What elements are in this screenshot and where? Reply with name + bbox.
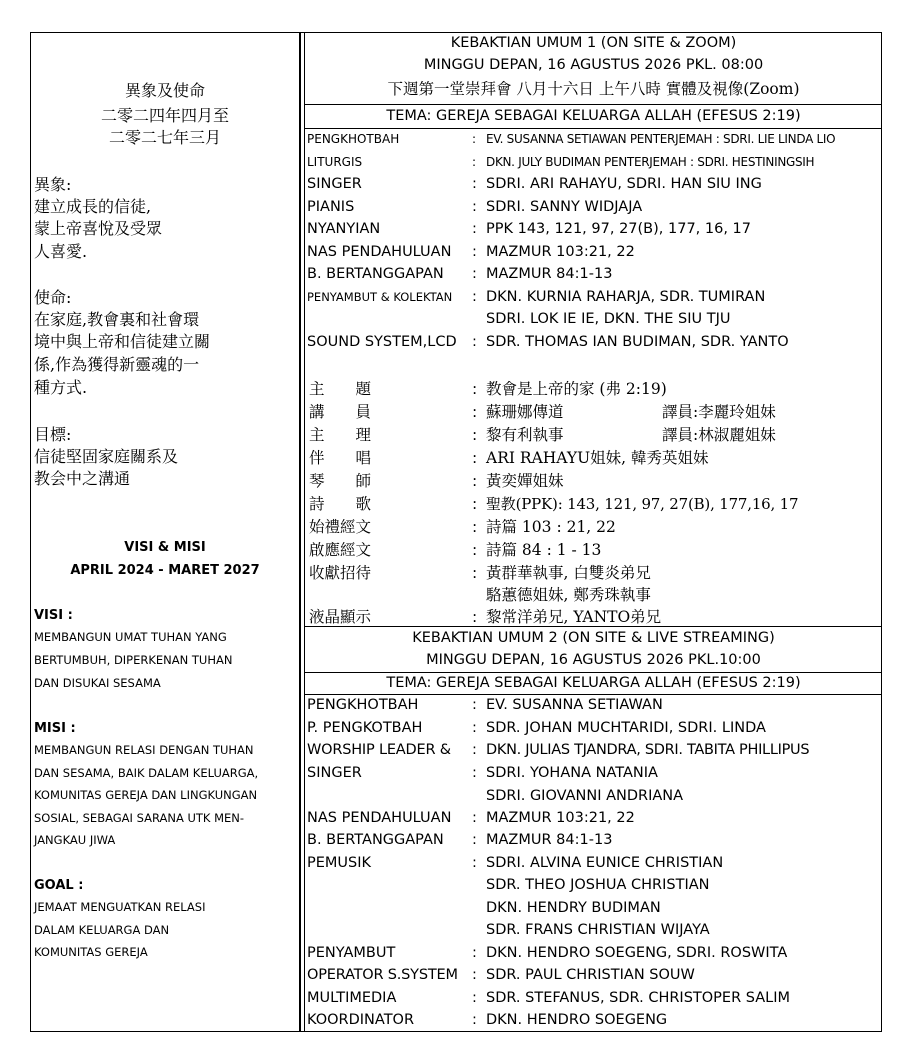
misi-line: KOMUNITAS GEREJA DAN LINGKUNGAN xyxy=(34,788,258,802)
row-value: EV. SUSANNA SETIAWAN xyxy=(486,697,663,713)
row-value: 教會是上帝的家 (弗 2:19) xyxy=(486,380,667,398)
mission-zh-line: 境中與上帝和信徒建立關 xyxy=(34,332,211,351)
row-label: PIANIS xyxy=(307,199,355,215)
service2-theme: TEMA: GEREJA SEBAGAI KELUARGA ALLAH (EFESUS 2:19) xyxy=(386,675,801,691)
row-colon: : xyxy=(472,155,477,169)
row-value: DKN. HENDRO SOEGENG, SDRI. ROSWITA xyxy=(486,945,788,961)
row-value: SDR. JOHAN MUCHTARIDI, SDRI. LINDA xyxy=(486,720,766,736)
row-colon: : xyxy=(472,990,477,1006)
row-colon: : xyxy=(472,132,477,146)
row-label: PENYAMBUT xyxy=(307,945,396,961)
row-colon: : xyxy=(472,945,477,961)
row-value: DKN. HENDRY BUDIMAN xyxy=(486,900,661,916)
row-colon: : xyxy=(472,449,478,467)
row-extra: 譯員:李麗玲姐妹 xyxy=(662,403,776,421)
row-colon: : xyxy=(472,380,478,398)
mission-zh-line: 係,作為獲得新靈魂的一 xyxy=(34,355,200,374)
row-value: EV. SUSANNA SETIAWAN PENTERJEMAH : SDRI. LIE LINDA LIO xyxy=(486,132,836,146)
row-label: PENGKHOTBAH xyxy=(307,697,419,713)
row-label: 伴 唱 xyxy=(309,449,372,467)
mission-zh-line: 種方式. xyxy=(34,378,88,397)
row-label: PEMUSIK xyxy=(307,855,372,871)
misi-line: DAN SESAMA, BAIK DALAM KELUARGA, xyxy=(34,766,259,780)
row-value: DKN. HENDRO SOEGENG xyxy=(486,1012,668,1028)
goal-line: KOMUNITAS GEREJA xyxy=(34,945,148,959)
row-colon: : xyxy=(472,765,477,781)
row-colon: : xyxy=(472,967,477,983)
row-label: PENGKHOTBAH xyxy=(307,132,400,146)
row-label: 詩 歌 xyxy=(309,495,372,513)
motto-line: 二零二七年三月 xyxy=(108,128,221,147)
row-label: B. BERTANGGAPAN xyxy=(307,832,444,848)
visi-misi-period: APRIL 2024 - MARET 2027 xyxy=(70,563,260,578)
row-label: 啟應經文 xyxy=(309,541,372,559)
row-label: PENYAMBUT & KOLEKTAN xyxy=(307,290,453,304)
row-label: KOORDINATOR xyxy=(307,1012,415,1028)
misi-line: SOSIAL, SEBAGAI SARANA UTK MEN- xyxy=(34,811,245,825)
divider xyxy=(304,626,882,627)
motto-line: 異象及使命 xyxy=(124,81,205,100)
row-label: 主 理 xyxy=(309,426,372,444)
row-colon: : xyxy=(472,221,477,237)
motto-line: 二零二四年四月至 xyxy=(100,106,229,125)
row-label: OPERATOR S.SYSTEM xyxy=(307,967,458,983)
row-label: 琴 師 xyxy=(309,472,372,490)
row-colon: : xyxy=(472,608,478,626)
mission-zh-title: 使命: xyxy=(34,288,72,307)
row-colon: : xyxy=(472,855,477,871)
goal-zh-title: 目標: xyxy=(34,425,72,444)
visi-line: BERTUMBUH, DIPERKENAN TUHAN xyxy=(34,653,233,667)
row-colon: : xyxy=(472,810,477,826)
vision-zh-line: 蒙上帝喜悅及受眾 xyxy=(34,219,163,238)
row-label: 始禮經文 xyxy=(309,518,372,536)
divider xyxy=(304,104,882,105)
row-value: 黎常洋弟兄, YANTO弟兄 xyxy=(486,608,662,626)
row-value: 詩篇 84 : 1 - 13 xyxy=(486,541,602,559)
row-label: WORSHIP LEADER & xyxy=(307,742,451,758)
row-value: ARI RAHAYU姐妹, 韓秀英姐妹 xyxy=(486,449,709,467)
mission-zh-line: 在家庭,教會裏和社會環 xyxy=(34,310,200,329)
row-colon: : xyxy=(472,541,478,559)
row-colon: : xyxy=(472,244,477,260)
row-colon: : xyxy=(472,495,478,513)
misi-line: MEMBANGUN RELASI DENGAN TUHAN xyxy=(34,743,254,757)
row-label: NYANYIAN xyxy=(307,221,381,237)
row-value: MAZMUR 103:21, 22 xyxy=(486,810,635,826)
service1-title: KEBAKTIAN UMUM 1 (ON SITE & ZOOM) xyxy=(450,35,737,51)
divider xyxy=(304,694,882,695)
row-colon: : xyxy=(472,334,477,350)
row-value: MAZMUR 84:1-13 xyxy=(486,266,613,282)
row-value: SDR. THOMAS IAN BUDIMAN, SDR. YANTO xyxy=(486,334,789,350)
row-label: 主 題 xyxy=(309,380,372,398)
row-value: 黃奕嬋姐妹 xyxy=(486,472,564,490)
row-value: SDR. PAUL CHRISTIAN SOUW xyxy=(486,967,695,983)
goal-zh-line: 教会中之溝通 xyxy=(34,469,131,488)
row-colon: : xyxy=(472,720,477,736)
goal-line: JEMAAT MENGUATKAN RELASI xyxy=(34,900,206,914)
service1-theme: TEMA: GEREJA SEBAGAI KELUARGA ALLAH (EFESUS 2:19) xyxy=(386,108,801,124)
visi-line: MEMBANGUN UMAT TUHAN YANG xyxy=(34,630,227,644)
misi-title: MISI : xyxy=(34,721,76,736)
goal-line: DALAM KELUARGA DAN xyxy=(34,923,170,937)
row-value: 黎有利執事 xyxy=(486,426,564,444)
row-label: 講 員 xyxy=(309,403,372,421)
row-value: SDRI. LOK IE IE, DKN. THE SIU TJU xyxy=(486,311,731,327)
goal-title: GOAL : xyxy=(34,878,84,893)
row-label: 液晶顯示 xyxy=(309,608,372,626)
row-value: SDRI. ALVINA EUNICE CHRISTIAN xyxy=(486,855,724,871)
row-colon: : xyxy=(472,564,478,582)
row-label: P. PENGKOTBAH xyxy=(307,720,423,736)
row-colon: : xyxy=(472,199,477,215)
row-colon: : xyxy=(472,518,478,536)
row-label: MULTIMEDIA xyxy=(307,990,397,1006)
misi-line: JANGKAU JIWA xyxy=(34,833,116,847)
visi-line: DAN DISUKAI SESAMA xyxy=(34,676,161,690)
row-value: DKN. JULIAS TJANDRA, SDRI. TABITA PHILLIPUS xyxy=(486,742,810,758)
service2-date: MINGGU DEPAN, 16 AGUSTUS 2026 PKL.10:00 xyxy=(426,652,761,668)
service2-title: KEBAKTIAN UMUM 2 (ON SITE & LIVE STREAMING) xyxy=(412,630,775,646)
row-value: SDRI. YOHANA NATANIA xyxy=(486,765,658,781)
row-value: SDRI. ARI RAHAYU, SDRI. HAN SIU ING xyxy=(486,176,762,192)
service1-date: MINGGU DEPAN, 16 AGUSTUS 2026 PKL. 08:00 xyxy=(423,57,764,73)
row-label: SINGER xyxy=(307,176,362,192)
vision-zh-title: 異象: xyxy=(34,175,72,194)
divider xyxy=(304,672,882,673)
row-colon: : xyxy=(472,742,477,758)
divider xyxy=(304,128,882,129)
row-colon: : xyxy=(472,176,477,192)
row-colon: : xyxy=(472,266,477,282)
row-colon: : xyxy=(472,697,477,713)
row-colon: : xyxy=(472,403,478,421)
row-colon: : xyxy=(472,289,477,305)
row-label: SOUND SYSTEM,LCD xyxy=(307,334,457,350)
row-value: 聖教(PPK): 143, 121, 97, 27(B), 177,16, 17 xyxy=(486,495,799,513)
service1-zh-line: 下週第一堂崇拜會 八月十六日 上午八時 實體及視像(Zoom) xyxy=(387,80,800,98)
row-label: LITURGIS xyxy=(307,155,363,169)
row-value: SDR. STEFANUS, SDR. CHRISTOPER SALIM xyxy=(486,990,791,1006)
visi-title: VISI : xyxy=(34,608,73,623)
visi-misi-title: VISI & MISI xyxy=(124,540,206,555)
row-colon: : xyxy=(472,832,477,848)
row-label: NAS PENDAHULUAN xyxy=(307,810,452,826)
row-value: DKN. JULY BUDIMAN PENTERJEMAH : SDRI. HESTININGSIH xyxy=(486,155,815,169)
row-value: 蘇珊娜傳道 xyxy=(486,403,564,421)
row-colon: : xyxy=(472,1012,477,1028)
row-label: NAS PENDAHULUAN xyxy=(307,244,452,260)
row-value: SDRI. SANNY WIDJAJA xyxy=(486,199,643,215)
row-value: SDR. FRANS CHRISTIAN WIJAYA xyxy=(486,922,710,938)
vision-zh-line: 人喜愛. xyxy=(34,242,88,261)
row-extra: 譯員:林淑麗姐妹 xyxy=(662,426,776,444)
row-value: MAZMUR 84:1-13 xyxy=(486,832,613,848)
row-value: SDRI. GIOVANNI ANDRIANA xyxy=(486,788,684,804)
row-value: 詩篇 103 : 21, 22 xyxy=(486,518,616,536)
row-value: 黃群華執事, 白雙炎弟兄 xyxy=(486,564,651,582)
goal-zh-line: 信徒堅固家庭關系及 xyxy=(34,447,179,466)
vision-zh-line: 建立成長的信徒, xyxy=(34,197,152,216)
row-colon: : xyxy=(472,426,478,444)
row-value: PPK 143, 121, 97, 27(B), 177, 16, 17 xyxy=(486,221,752,237)
row-value: DKN. KURNIA RAHARJA, SDR. TUMIRAN xyxy=(486,289,766,305)
right-panel-inner-border xyxy=(304,32,305,1032)
row-label: SINGER xyxy=(307,765,362,781)
row-value: MAZMUR 103:21, 22 xyxy=(486,244,635,260)
row-value: SDR. THEO JOSHUA CHRISTIAN xyxy=(486,877,710,893)
row-label: 收獻招待 xyxy=(309,564,372,582)
row-colon: : xyxy=(472,472,478,490)
row-value: 駱蕙德姐妹, 鄭秀珠執事 xyxy=(486,586,651,604)
row-label: B. BERTANGGAPAN xyxy=(307,266,444,282)
